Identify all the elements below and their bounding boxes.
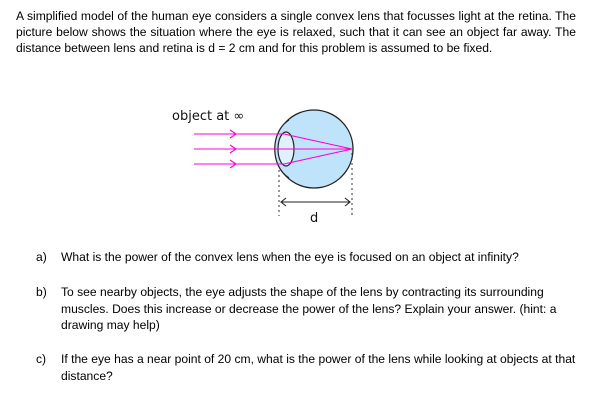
question-a-letter: a) [36, 250, 47, 264]
question-b-text: To see nearby objects, the eye adjusts the shape of the lens by contracting its surrounding muscles. Does this increase or decrease the power of the lens? Explain your answer. (hint: a drawing may help) [61, 285, 557, 333]
question-c-text: If the eye has a near point of 20 cm, what is the power of the lens while looking at objects at that distance? [61, 352, 576, 383]
question-c [36, 351, 584, 384]
question-c-letter: c) [36, 352, 47, 366]
question-b-letter: b) [36, 285, 47, 299]
object-at-infinity-label: object at ∞ [172, 109, 245, 124]
question-b [36, 284, 584, 334]
distance-arrow [281, 198, 350, 206]
distance-d-label: d [310, 211, 319, 226]
eye-diagram [150, 98, 370, 230]
question-a [36, 249, 584, 266]
incoming-rays [194, 134, 284, 164]
problem-intro: A simplified model of the human eye considers a single convex lens that focusses light at the retina. The picture below shows the situation where the eye is relaxed, such that it can see an object far away. The distance between lens and retina is d = 2 cm and for this problem is assumed to be fixed. [16, 9, 576, 56]
question-a-text: What is the power of the convex lens when the eye is focused on an object at infinity? [61, 250, 519, 264]
